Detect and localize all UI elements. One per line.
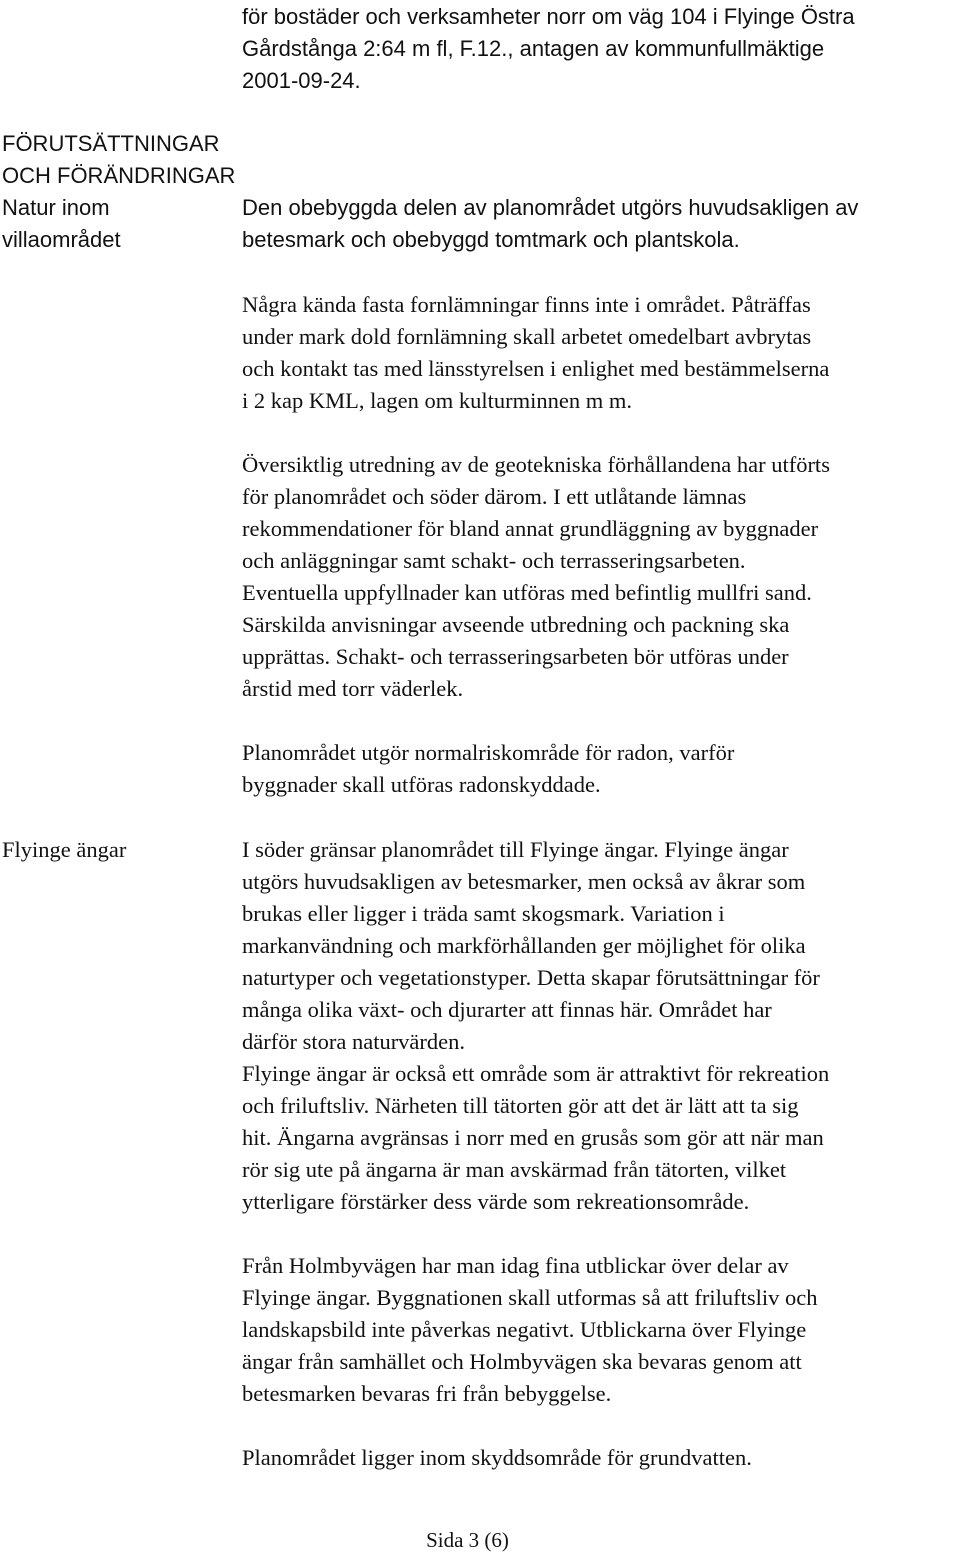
text-line: byggnader skall utföras radonskyddade. (242, 772, 601, 797)
section-heading (2, 128, 235, 192)
text-line: ytterligare förstärker dess värde som rekreationsområde. (242, 1189, 750, 1214)
intro-line: Gårdstånga 2:64 m fl, F.12., antagen av kommunfullmäktige (242, 36, 825, 61)
natur-paragraph-3 (242, 449, 954, 705)
text-line: naturtyper och vegetationstyper. Detta skapar förutsättningar för (242, 965, 820, 990)
natur-paragraph-2 (242, 289, 954, 417)
text-line: betesmarken bevaras fri från bebyggelse. (242, 1381, 612, 1406)
intro-paragraph (242, 1, 954, 97)
text-line: Eventuella uppfyllnader kan utföras med befintlig mullfri sand. (242, 580, 812, 605)
text-line: och kontakt tas med länsstyrelsen i enlighet med bestämmelserna (242, 356, 830, 381)
section-heading-line: OCH FÖRÄNDRINGAR (2, 163, 236, 188)
side-label-line: villaområdet (2, 227, 121, 252)
text-line: Flyinge ängar är också ett område som är attraktivt för rekreation (242, 1061, 830, 1086)
text-line: utgörs huvudsakligen av betesmarker, men också av åkrar som (242, 869, 806, 894)
text-line: därför stora naturvärden. (242, 1029, 466, 1054)
text-line: rekommendationer för bland annat grundläggning av byggnader (242, 516, 819, 541)
text-line: Särskilda anvisningar avseende utbredning och packning ska (242, 612, 790, 637)
text-line: och anläggningar samt schakt- och terrasseringsarbeten. (242, 548, 746, 573)
text-line: och friluftsliv. Närheten till tätorten gör att det är lätt att ta sig (242, 1093, 799, 1118)
intro-line: 2001-09-24. (242, 68, 361, 93)
flyinge-paragraph-2 (242, 1250, 954, 1410)
text-line: brukas eller ligger i träda samt skogsmark. Variation i (242, 901, 725, 926)
side-label-flyinge (2, 834, 126, 866)
text-line: många olika växt- och djurarter att finnas här. Området har (242, 997, 772, 1022)
side-label-line: Natur inom (2, 195, 110, 220)
text-line: Från Holmbyvägen har man idag fina utblickar över delar av (242, 1253, 789, 1278)
natur-paragraph-1 (242, 192, 954, 256)
natur-paragraph-4 (242, 737, 954, 801)
text-line: Översiktlig utredning av de geotekniska förhållandena har utförts (242, 452, 830, 477)
text-line: Flyinge ängar. Byggnationen skall utformas så att friluftsliv och (242, 1285, 818, 1310)
text-line: Planområdet ligger inom skyddsområde för grundvatten. (242, 1445, 752, 1470)
text-line: rör sig ute på ängarna är man avskärmad från tätorten, vilket (242, 1157, 787, 1182)
page-number: Sida 3 (6) (426, 1528, 509, 1552)
text-line: I söder gränsar planområdet till Flyinge ängar. Flyinge ängar (242, 837, 789, 862)
text-line: ängar från samhället och Holmbyvägen ska bevaras genom att (242, 1349, 802, 1374)
side-label-natur (2, 192, 121, 256)
text-line: Den obebyggda delen av planområdet utgörs huvudsakligen av (242, 195, 859, 220)
text-line: hit. Ängarna avgränsas i norr med en grusås som gör att när man (242, 1125, 824, 1150)
section-heading-line: FÖRUTSÄTTNINGAR (2, 131, 220, 156)
text-line: landskapsbild inte påverkas negativt. Utblickarna över Flyinge (242, 1317, 807, 1342)
side-label-line: Flyinge ängar (2, 837, 127, 862)
flyinge-paragraph-1 (242, 834, 954, 1218)
text-line: årstid med torr väderlek. (242, 676, 464, 701)
text-line: under mark dold fornlämning skall arbetet omedelbart avbrytas (242, 324, 812, 349)
text-line: markanvändning och markförhållanden ger möjlighet för olika (242, 933, 806, 958)
text-line: Planområdet utgör normalriskområde för radon, varför (242, 740, 735, 765)
intro-line: för bostäder och verksamheter norr om väg 104 i Flyinge Östra (242, 4, 855, 29)
flyinge-paragraph-3 (242, 1442, 954, 1474)
text-line: för planområdet och söder därom. I ett utlåtande lämnas (242, 484, 747, 509)
text-line: i 2 kap KML, lagen om kulturminnen m m. (242, 388, 632, 413)
text-line: Några kända fasta fornlämningar finns inte i området. Påträffas (242, 292, 811, 317)
text-line: betesmark och obebyggd tomtmark och plantskola. (242, 227, 740, 252)
text-line: upprättas. Schakt- och terrasseringsarbeten bör utföras under (242, 644, 789, 669)
